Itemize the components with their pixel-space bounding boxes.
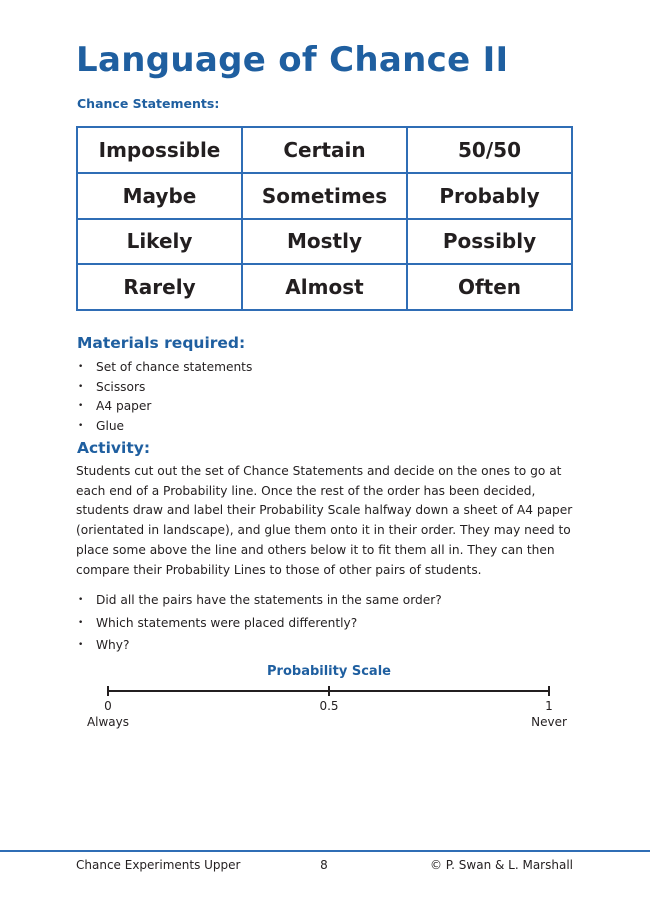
footer-divider [0, 850, 650, 852]
scale-tick [107, 686, 109, 696]
statement-cell: 50/50 [407, 127, 572, 173]
list-item: • Why? [77, 634, 442, 657]
footer-copyright: © P. Swan & L. Marshall [429, 858, 573, 872]
footer-book-title: Chance Experiments Upper [76, 858, 241, 872]
scale-tick-label: 0.5 [319, 699, 339, 713]
table-row [77, 264, 572, 310]
scale-tick-label: 1 [545, 699, 553, 713]
table-row [77, 219, 572, 265]
scale-right-label: Never [531, 715, 567, 729]
list-item: • Glue [77, 417, 252, 437]
list-item: • A4 paper [77, 397, 252, 417]
statement-cell: Impossible [77, 127, 242, 173]
statement-cell: Mostly [242, 219, 407, 265]
scale-tick [548, 686, 550, 696]
activity-heading: Activity: [77, 439, 151, 457]
materials-heading: Materials required: [77, 334, 246, 352]
list-item: • Set of chance statements [77, 358, 252, 378]
statement-cell: Certain [242, 127, 407, 173]
table-row [77, 173, 572, 219]
activity-paragraph: Students cut out the set of Chance Statements and decide on the ones to go at each end of a Probability line. Once the rest of the order has been decided, students draw and label their Probability Scale halfway down a sheet of A4 paper (orientated in landscape), and glue them onto it in their order. They may need to place some above the line and others below it to fit them all in. They can then compare their Probability Lines to those of other pairs of students. [76, 464, 573, 577]
page-number: 8 [320, 858, 328, 872]
table-row [77, 127, 572, 173]
list-item: • Did all the pairs have the statements in the same order? [77, 589, 442, 612]
statement-cell: Rarely [77, 264, 242, 310]
list-item: • Scissors [77, 378, 252, 398]
page-title: Language of Chance II [76, 40, 509, 80]
list-item: • Which statements were placed differently? [77, 612, 442, 635]
probability-scale-title: Probability Scale [267, 664, 391, 679]
statement-cell: Almost [242, 264, 407, 310]
statement-cell: Likely [77, 219, 242, 265]
statement-cell: Possibly [407, 219, 572, 265]
scale-left-label: Always [86, 715, 130, 729]
statement-cell: Probably [407, 173, 572, 219]
chance-statements-table [76, 126, 573, 311]
statement-cell: Often [407, 264, 572, 310]
scale-tick [328, 686, 330, 696]
materials-list [77, 358, 252, 437]
statement-cell: Maybe [77, 173, 242, 219]
scale-tick-label: 0 [104, 699, 112, 713]
statement-cell: Sometimes [242, 173, 407, 219]
questions-list [77, 589, 442, 657]
statements-heading: Chance Statements: [77, 96, 220, 111]
